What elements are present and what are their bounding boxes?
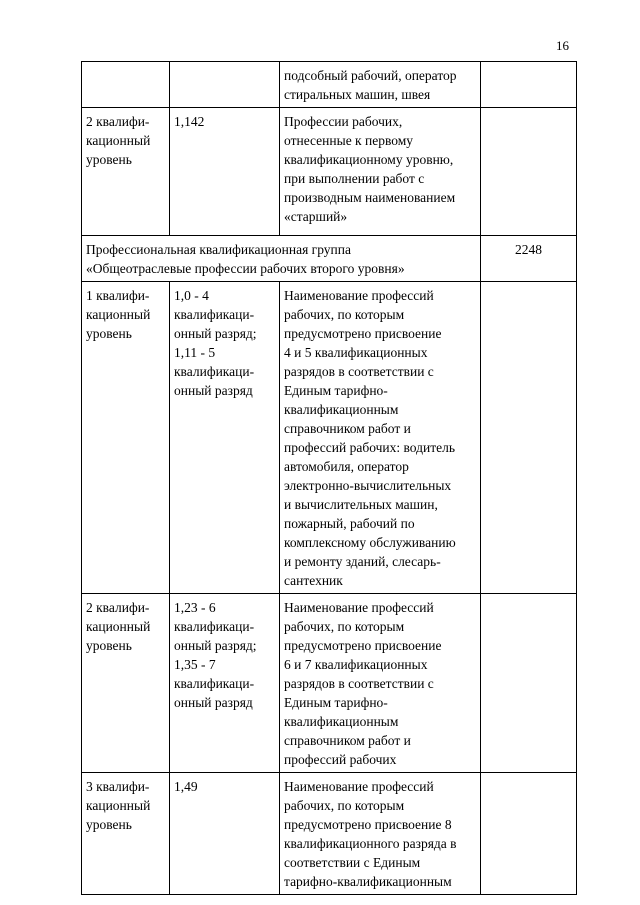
level-cell [82,108,170,236]
description-line: справочником работ и [284,733,411,748]
salary-cell [481,108,577,236]
level-cell [82,62,170,108]
table-row [82,594,577,773]
description-line: и ремонту зданий, слесарь- [284,554,441,569]
description-line: Наименование профессий [284,288,434,303]
coefficient-cell [170,62,280,108]
description-line: Профессии рабочих, [284,114,403,129]
level-line: кационный [86,307,151,322]
level-line: уровень [86,638,132,653]
description-line: тарифно-квалификационным [284,874,452,889]
description-line: соответствии с Единым [284,855,421,870]
coefficient-line: онный разряд [174,695,253,710]
description-line: отнесенные к первому [284,133,414,148]
level-line: 2 квалифи- [86,600,150,615]
page-number: 16 [556,38,569,53]
level-line: кационный [86,619,151,634]
description-line: Наименование профессий [284,600,434,615]
coefficient-cell [170,108,280,236]
salary-cell [481,62,577,108]
description-line: сантехник [284,573,343,588]
qualification-table [81,61,577,895]
coefficient-line: 1,23 - 6 [174,600,216,615]
level-cell [82,773,170,895]
description-line: справочником работ и [284,421,411,436]
coefficient-line: квалификаци- [174,307,255,322]
level-line: кационный [86,133,151,148]
level-line: уровень [86,152,132,167]
coefficient-line: онный разряд [174,383,253,398]
coefficient-cell [170,282,280,594]
coefficient-line: 1,49 [174,779,198,794]
description-cell [280,108,481,236]
description-cell [280,773,481,895]
description-line: подсобный рабочий, оператор [284,68,457,83]
group-title-cell [82,236,481,282]
level-line: 1 квалифи- [86,288,150,303]
description-cell [280,282,481,594]
level-cell [82,594,170,773]
level-line: 2 квалифи- [86,114,150,129]
description-line: квалификационному уровню, [284,152,454,167]
description-line: комплексному обслуживанию [284,535,456,550]
salary-cell [481,773,577,895]
description-line: квалификационного разряда в [284,836,457,851]
coefficient-cell [170,773,280,895]
description-line: предусмотрено присвоение [284,326,442,341]
group-title-line: Профессиональная квалификационная группа [86,242,351,257]
description-line: предусмотрено присвоение [284,638,442,653]
table-row [82,773,577,895]
table-row [82,282,577,594]
description-line: производным наименованием [284,190,456,205]
description-line: 6 и 7 квалификационных [284,657,428,672]
level-line: кационный [86,798,151,813]
description-line: рабочих, по которым [284,798,405,813]
description-line: «старший» [284,209,348,224]
description-line: разрядов в соответствии с [284,364,434,379]
coefficient-cell [170,594,280,773]
coefficient-line: онный разряд; [174,326,257,341]
description-line: предусмотрено присвоение 8 [284,817,452,832]
description-line: электронно-вычислительных [284,478,452,493]
description-line: автомобиля, оператор [284,459,409,474]
description-line: рабочих, по которым [284,307,405,322]
description-line: профессий рабочих: водитель [284,440,456,455]
salary-cell [481,594,577,773]
description-line: при выполнении работ с [284,171,425,186]
coefficient-line: 1,0 - 4 [174,288,209,303]
table-row [82,62,577,108]
description-line: пожарный, рабочий по [284,516,415,531]
description-line: и вычислительных машин, [284,497,438,512]
description-line: стиральных машин, швея [284,87,431,102]
description-line: разрядов в соответствии с [284,676,434,691]
level-line: уровень [86,326,132,341]
coefficient-line: квалификаци- [174,364,255,379]
level-line: 3 квалифи- [86,779,150,794]
coefficient-line: онный разряд; [174,638,257,653]
coefficient-line: 1,11 - 5 [174,345,216,360]
table-row [82,108,577,236]
description-cell [280,594,481,773]
group-salary-cell: 2248 [481,236,577,282]
description-line: профессий рабочих [284,752,397,767]
description-line: Единым тарифно- [284,383,388,398]
description-line: Наименование профессий [284,779,434,794]
description-line: квалификационным [284,402,399,417]
group-header-row [82,236,577,282]
coefficient-line: квалификаци- [174,619,255,634]
salary-cell [481,282,577,594]
description-line: Единым тарифно- [284,695,388,710]
level-line: уровень [86,817,132,832]
group-title-line: «Общеотраслевые профессии рабочих второго уровня» [86,261,405,276]
description-cell [280,62,481,108]
coefficient-line: квалификаци- [174,676,255,691]
coefficient-line: 1,142 [174,114,205,129]
level-cell [82,282,170,594]
description-line: квалификационным [284,714,399,729]
description-line: рабочих, по которым [284,619,405,634]
description-line: 4 и 5 квалификационных [284,345,428,360]
coefficient-line: 1,35 - 7 [174,657,216,672]
